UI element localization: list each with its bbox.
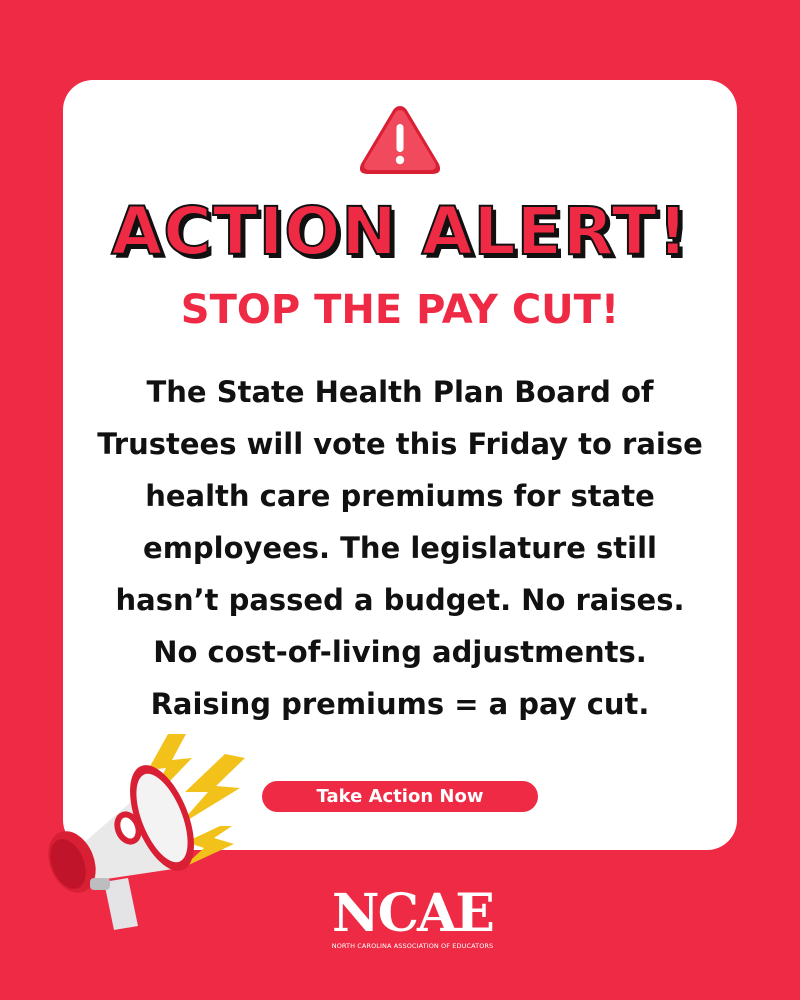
logo-tagline: NORTH CAROLINA ASSOCIATION OF EDUCATORS	[331, 942, 494, 950]
subheadline: STOP THE PAY CUT!	[180, 287, 620, 333]
take-action-button[interactable]: Take Action Now	[262, 781, 538, 812]
warning-icon	[355, 100, 445, 180]
ncae-logo	[330, 883, 495, 950]
body-line: No cost-of-living adjustments.	[153, 635, 647, 669]
headline: ACTION ALERT!	[111, 193, 689, 270]
body-bold-line: Raising premiums = a pay cut.	[150, 687, 650, 721]
megaphone-icon	[20, 730, 260, 930]
body-line: Trustees will vote this Friday to raise	[97, 427, 703, 461]
body-text	[80, 366, 720, 730]
logo-wordmark: NCAE	[332, 883, 493, 944]
body-line: health care premiums for state	[145, 479, 655, 513]
body-line: The State Health Plan Board of	[146, 375, 654, 409]
body-line: hasn’t passed a budget. No raises.	[115, 583, 685, 617]
body-line: employees. The legislature still	[143, 531, 657, 565]
